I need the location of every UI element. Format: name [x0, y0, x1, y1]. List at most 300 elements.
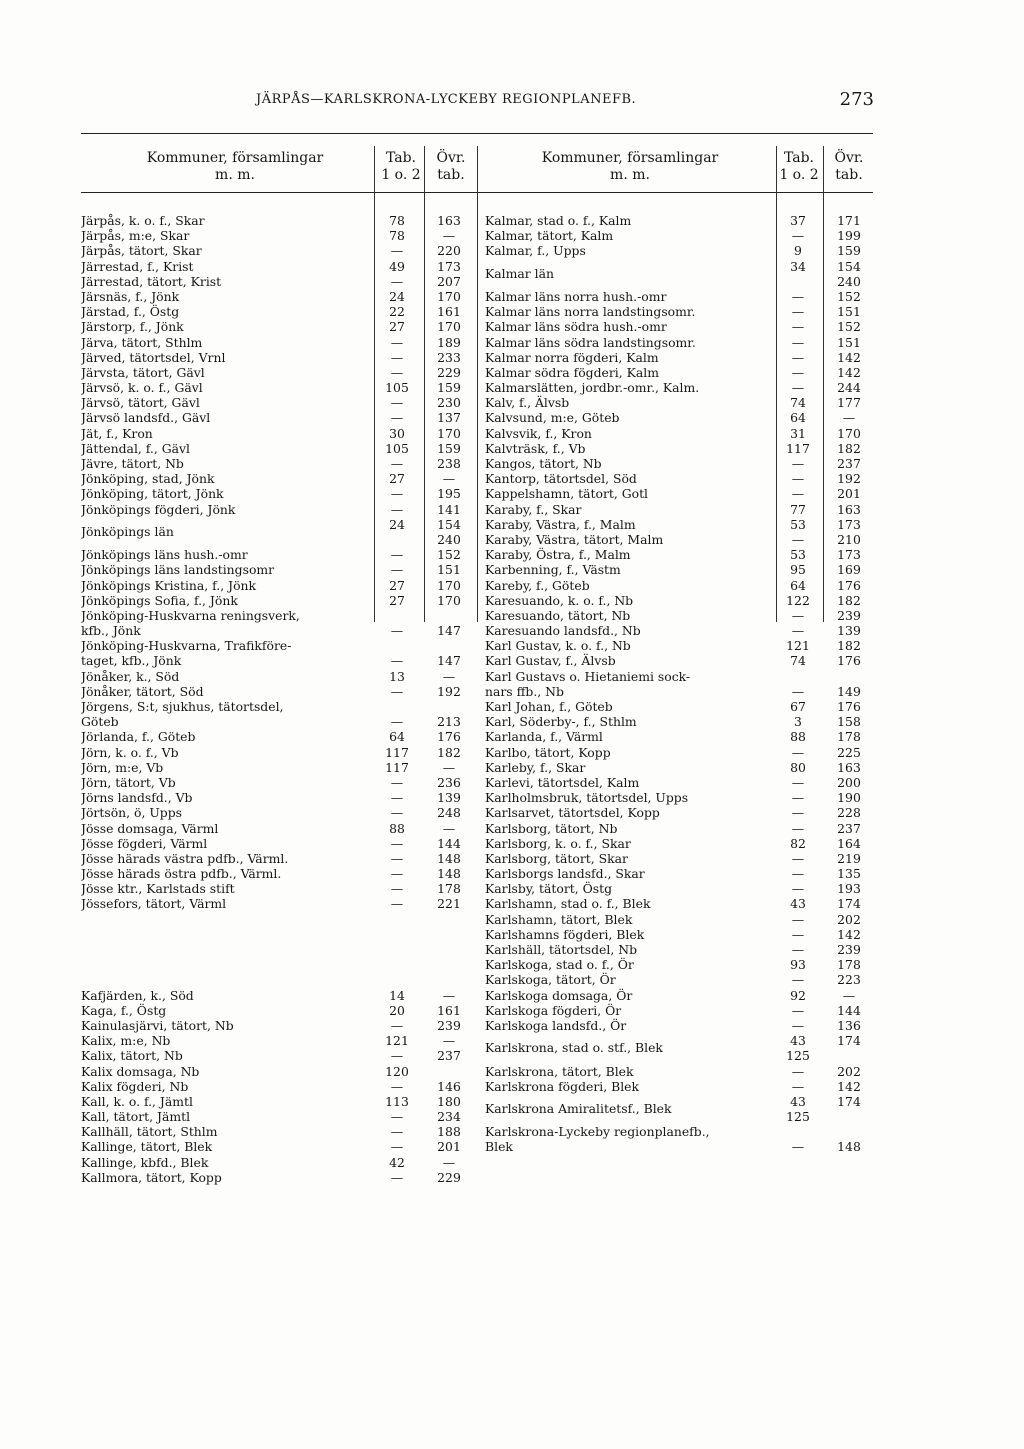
entry-name: Blek: [485, 1139, 513, 1155]
ovr-value: 152: [437, 547, 461, 563]
entry-name: Karbenning, f., Västm: [485, 562, 621, 578]
entry-name: Karlevi, tätortsdel, Kalm: [485, 774, 640, 790]
table-row: [81, 1170, 481, 1185]
entry-name: Karaby, Västra, f., Malm: [485, 516, 636, 532]
entry-name: Karlskoga fögderi, Ör: [485, 1002, 622, 1018]
entry-name: Järsnäs, f., Jönk: [81, 288, 180, 304]
table-row: [81, 395, 481, 410]
table-row: [81, 1003, 481, 1018]
table-row: [81, 319, 481, 334]
tab-value: —: [791, 683, 805, 699]
entry-name: kfb., Jönk: [81, 623, 141, 639]
ovr-value: 159: [437, 380, 461, 396]
tab-value: 22: [389, 304, 405, 320]
tab-value: —: [791, 364, 805, 380]
table-row: [81, 1155, 481, 1170]
table-row: [485, 957, 885, 972]
entry-name: Järpås, k. o. f., Skar: [81, 213, 205, 228]
entry-name: Järrestad, tätort, Krist: [81, 273, 222, 289]
entry-name: Karlskoga landsfd., Ör: [485, 1017, 627, 1033]
tab-value: 74: [790, 395, 806, 411]
ovr-value: 137: [437, 410, 461, 426]
entry-name: Kalmar södra fögderi, Kalm: [485, 364, 659, 380]
table-row: [485, 866, 885, 881]
tab-value: —: [791, 790, 805, 806]
ovr-value: 174: [837, 896, 861, 912]
entry-name: Jösse ktr., Karlstads stift: [81, 881, 235, 897]
tab-value: 78: [389, 213, 405, 228]
entry-name: Karlshamns fögderi, Blek: [485, 926, 645, 942]
table-row: [485, 760, 885, 775]
tab-value: 117: [786, 440, 810, 456]
entry-name: Jönköping, stad, Jönk: [81, 471, 215, 487]
table-row: [81, 471, 481, 486]
entry-name: Kalmar, tätort, Kalm: [485, 228, 614, 244]
ovr-value: 239: [437, 1017, 461, 1033]
entry-name: Järrestad, f., Krist: [81, 258, 194, 274]
table-row: [485, 456, 885, 471]
entry-name: Jösse domsaga, Värml: [81, 820, 219, 836]
entry-name: Karlskrona Amiralitetsf., Blek: [485, 1100, 672, 1116]
entry-name: Jösse härads västra pdfb., Värml.: [81, 850, 289, 866]
table-row: [81, 775, 481, 790]
entry-name: Järvsta, tätort, Gävl: [81, 364, 205, 380]
table-row: [81, 304, 481, 319]
ovr-value: 182: [837, 440, 861, 456]
entry-name: Karlskoga, stad o. f., Ör: [485, 957, 634, 973]
table-row: [81, 745, 481, 760]
ovr-value: 248: [437, 805, 461, 821]
entry-name: Jönåker, k., Söd: [81, 668, 180, 684]
tab-value: —: [791, 471, 805, 487]
tab-value: —: [791, 531, 805, 547]
ovr-value: 229: [437, 364, 461, 380]
ovr-value: 158: [837, 714, 861, 730]
table-row: [485, 593, 885, 608]
tab-value: —: [390, 334, 404, 350]
table-row: [81, 380, 481, 395]
entry-name: Karlshamn, tätort, Blek: [485, 911, 633, 927]
entry-name: Kallinge, tätort, Blek: [81, 1139, 213, 1155]
tab-value: —: [390, 1109, 404, 1125]
left-column: [81, 213, 481, 1185]
entry-name: Karaby, f., Skar: [485, 501, 582, 517]
table-row: [485, 259, 885, 289]
ovr-value: 174: [837, 1093, 861, 1109]
tab-value: 53: [790, 547, 806, 563]
entry-name: Karesuando, tätort, Nb: [485, 607, 631, 623]
entry-name: Karlanda, f., Värml: [485, 729, 603, 745]
ovr-value: 178: [837, 729, 861, 745]
table-row: [485, 562, 885, 577]
tab-value: 88: [389, 820, 405, 836]
entry-name: Karlsborg, tätort, Skar: [485, 850, 628, 866]
entry-name: Jättendal, f., Gävl: [81, 440, 190, 456]
ovr-value: —: [442, 1033, 456, 1049]
ovr-value: 173: [837, 547, 861, 563]
ovr-value: 200: [837, 774, 861, 790]
table-row: [81, 699, 481, 714]
ovr-value: 151: [437, 562, 461, 578]
ovr-value: 237: [837, 820, 861, 836]
ovr-value: 170: [437, 592, 461, 608]
entry-name: Järvsö landsfd., Gävl: [81, 410, 211, 426]
table-row: [485, 1079, 885, 1094]
tab-value: 13: [389, 668, 405, 684]
table-row: [485, 821, 885, 836]
table-row: [81, 896, 481, 911]
ovr-value: 173: [437, 258, 461, 274]
entry-name: Jönköpings läns hush.-omr: [81, 547, 248, 563]
table-row: [81, 881, 481, 896]
tab-value: 49: [389, 258, 405, 274]
table-row: [485, 775, 885, 790]
ovr-value: 151: [837, 304, 861, 320]
table-row: [485, 532, 885, 547]
table-row: [485, 547, 885, 562]
table-row: [81, 1109, 481, 1124]
tab-value: —: [390, 410, 404, 426]
table-row: [81, 836, 481, 851]
table-row: [485, 608, 885, 623]
tab-value: —: [791, 972, 805, 988]
tab-value: —: [791, 866, 805, 882]
table-row: [485, 988, 885, 1003]
tab-value: 121: [786, 638, 810, 654]
table-row: [485, 243, 885, 258]
ovr-value: 220: [437, 243, 461, 259]
table-row: [485, 335, 885, 350]
ovr-value: 239: [837, 607, 861, 623]
ovr-value: 210: [837, 531, 861, 547]
table-row: [485, 927, 885, 942]
table-row: [81, 289, 481, 304]
table-row: [81, 608, 481, 623]
entry-name: Karl Johan, f., Göteb: [485, 699, 613, 715]
ovr-value: 147: [437, 623, 461, 639]
entry-name: Järvsö, tätort, Gävl: [81, 395, 200, 411]
table-row: [485, 745, 885, 760]
tab-value: —: [791, 911, 805, 927]
tab-value: 43 125: [786, 1033, 810, 1064]
table-row: [81, 866, 481, 881]
ovr-value: 180: [437, 1093, 461, 1109]
ovr-value: —: [442, 471, 456, 487]
tab-value: 27: [389, 471, 405, 487]
ovr-value: 178: [837, 957, 861, 973]
ovr-value: 192: [437, 683, 461, 699]
ovr-value: 152: [837, 288, 861, 304]
ovr-value: 170: [837, 425, 861, 441]
ovr-value: 238: [437, 456, 461, 471]
tab-value: —: [390, 866, 404, 882]
ovr-value: —: [442, 228, 456, 244]
table-row: [485, 790, 885, 805]
table-row: [81, 638, 481, 653]
entry-name: Karl, Söderby-, f., Sthlm: [485, 714, 637, 730]
tab-value: 30: [389, 425, 405, 441]
ovr-value: 176: [837, 653, 861, 669]
tab-value: 77: [790, 501, 806, 517]
entry-name: Jörn, tätort, Vb: [81, 774, 176, 790]
entry-name: Kalmar norra fögderi, Kalm: [485, 349, 659, 365]
entry-name: Karl Gustav, k. o. f., Nb: [485, 638, 631, 654]
entry-name: Järva, tätort, Sthlm: [81, 334, 203, 350]
ovr-value: 237: [837, 456, 861, 472]
table-row: [485, 502, 885, 517]
ovr-value: 148: [437, 866, 461, 882]
tab-value: 113: [385, 1093, 409, 1109]
ovr-value: 144: [437, 835, 461, 851]
tab-value: —: [390, 1078, 404, 1094]
entry-name: Kall, k. o. f., Jämtl: [81, 1093, 193, 1109]
tab-value: 117: [385, 759, 409, 775]
table-row: [81, 1018, 481, 1033]
table-row: [485, 714, 885, 729]
right-ovr-header: Övr. tab.: [834, 150, 864, 183]
entry-name: Järstorp, f., Jönk: [81, 319, 184, 335]
ovr-value: 202: [837, 911, 861, 927]
ovr-value: 223: [837, 972, 861, 988]
entry-name: Kalv, f., Älvsb: [485, 395, 570, 411]
tab-value: —: [791, 319, 805, 335]
ovr-value: 193: [837, 881, 861, 897]
entry-name: Jörn, k. o. f., Vb: [81, 744, 179, 760]
entry-name: Kalix domsaga, Nb: [81, 1063, 200, 1079]
entry-name: Kalmar läns norra hush.-omr: [485, 288, 667, 304]
ovr-value: 142: [837, 1078, 861, 1094]
tab-value: —: [390, 395, 404, 411]
ovr-value: 159: [837, 243, 861, 259]
ovr-value: 163: [837, 501, 861, 517]
entry-name: taget, kfb., Jönk: [81, 653, 182, 669]
entry-name: Karlshäll, tätortsdel, Nb: [485, 942, 638, 958]
tab-value: 80: [790, 759, 806, 775]
table-row: [485, 304, 885, 319]
table-row: [81, 942, 481, 957]
entry-name: Jörns landsfd., Vb: [81, 790, 193, 806]
tab-value: 43: [790, 896, 806, 912]
entry-name: Jävre, tätort, Nb: [81, 456, 184, 471]
page-number: 273: [839, 89, 874, 110]
entry-name: Kalmar läns norra landstingsomr.: [485, 304, 696, 320]
tab-value: —: [390, 790, 404, 806]
tab-value: 64: [790, 577, 806, 593]
table-row: [485, 699, 885, 714]
entry-name: Karlskrona, stad o. stf., Blek: [485, 1040, 663, 1056]
ovr-value: 161: [437, 1002, 461, 1018]
tab-value: —: [791, 1139, 805, 1155]
tab-value: —: [390, 683, 404, 699]
table-row: [485, 1094, 885, 1124]
table-row: [81, 760, 481, 775]
entry-name: Järstad, f., Östg: [81, 304, 180, 320]
ovr-value: 170: [437, 319, 461, 335]
ovr-value: 161: [437, 304, 461, 320]
entry-name: Kareby, f., Göteb: [485, 577, 590, 593]
entry-name: Karlskoga, tätort, Ör: [485, 972, 616, 988]
entry-name: Karaby, Västra, tätort, Malm: [485, 531, 664, 547]
tab-value: —: [791, 1063, 805, 1079]
tab-value: 24: [389, 288, 405, 304]
entry-name: Jät, f., Kron: [81, 425, 153, 441]
tab-value: —: [791, 942, 805, 958]
entry-name: Kalmar län: [485, 265, 554, 281]
ovr-value: 225: [837, 744, 861, 760]
ovr-value: —: [842, 410, 856, 426]
tab-value: 14: [389, 987, 405, 1003]
tab-value: —: [390, 456, 404, 471]
table-row: [485, 729, 885, 744]
ovr-value: 142: [837, 349, 861, 365]
ovr-value: 199: [837, 228, 861, 244]
tab-value: —: [390, 850, 404, 866]
ovr-value: 174: [837, 1033, 861, 1049]
table-row: [485, 896, 885, 911]
tab-value: —: [791, 380, 805, 396]
tab-value: —: [791, 228, 805, 244]
tab-value: 37: [790, 213, 806, 228]
entry-name: Karlshamn, stad o. f., Blek: [485, 896, 651, 912]
entry-name: Kalmar, stad o. f., Kalm: [485, 213, 632, 228]
entry-name: Karlbo, tätort, Kopp: [485, 744, 611, 760]
tab-value: 120: [385, 1063, 409, 1079]
entry-name: Kalmar läns södra landstingsomr.: [485, 334, 696, 350]
table-row: [81, 851, 481, 866]
right-tab-header: Tab. 1 o. 2: [779, 150, 819, 183]
table-row: [485, 517, 885, 532]
tab-value: 117: [385, 744, 409, 760]
entry-name: Karesuando landsfd., Nb: [485, 623, 641, 639]
entry-name: Kafjärden, k., Söd: [81, 987, 194, 1003]
tab-value: 67: [790, 699, 806, 715]
tab-value: —: [791, 334, 805, 350]
tab-value: —: [791, 926, 805, 942]
entry-name: Jösse härads östra pdfb., Värml.: [81, 866, 282, 882]
ovr-value: 176: [437, 729, 461, 745]
ovr-value: 182: [837, 592, 861, 608]
tab-value: 122: [786, 592, 810, 608]
tab-value: 9: [794, 243, 802, 259]
tab-value: —: [390, 1124, 404, 1140]
table-row: [81, 1094, 481, 1109]
table-row: [81, 365, 481, 380]
table-row: [485, 1124, 885, 1139]
ovr-value: 176: [837, 577, 861, 593]
table-row: [485, 289, 885, 304]
tab-value: 43 125: [786, 1093, 810, 1125]
tab-value: —: [390, 243, 404, 259]
tab-value: 42: [389, 1154, 405, 1170]
table-row: [81, 274, 481, 289]
tab-value: —: [791, 805, 805, 821]
tab-value: 53: [790, 516, 806, 532]
ovr-value: 170: [437, 288, 461, 304]
table-row: [81, 1124, 481, 1139]
entry-name: nars ffb., Nb: [485, 683, 564, 699]
tab-value: 27: [389, 319, 405, 335]
ovr-value: 228: [837, 805, 861, 821]
tab-value: 31: [790, 425, 806, 441]
entry-name: Jönköping-Huskvarna, Trafikföre-: [81, 638, 292, 654]
entry-name: Karlsborg, k. o. f., Skar: [485, 835, 631, 851]
ovr-value: 135: [837, 866, 861, 882]
entry-name: Jönköpings län: [81, 523, 174, 539]
tab-value: —: [791, 744, 805, 760]
ovr-value: 177: [837, 395, 861, 411]
table-row: [485, 1064, 885, 1079]
tab-value: —: [390, 774, 404, 790]
entry-name: Kalvträsk, f., Vb: [485, 440, 586, 456]
ovr-value: 221: [437, 896, 461, 912]
tab-value: —: [390, 349, 404, 365]
entry-name: Karlskrona fögderi, Blek: [485, 1078, 639, 1094]
tab-value: —: [390, 623, 404, 639]
entry-name: Jönköpings Kristina, f., Jönk: [81, 577, 257, 593]
tab-value: —: [390, 364, 404, 380]
table-row: [81, 927, 481, 942]
tab-value: 105: [385, 440, 409, 456]
table-row: [81, 684, 481, 699]
table-row: [81, 335, 481, 350]
left-ovr-header: Övr. tab.: [436, 150, 466, 183]
ovr-value: 176: [837, 699, 861, 715]
entry-name: Göteb: [81, 714, 119, 730]
entry-name: Karaby, Östra, f., Malm: [485, 547, 631, 563]
tab-value: 3: [794, 714, 802, 730]
tab-value: 92: [790, 987, 806, 1003]
tab-value: —: [390, 881, 404, 897]
entry-name: Kallmora, tätort, Kopp: [81, 1169, 222, 1185]
ovr-value: 148: [837, 1139, 861, 1155]
table-row: [485, 805, 885, 820]
ovr-value: 230: [437, 395, 461, 411]
ovr-value: —: [842, 987, 856, 1003]
entry-name: Karl Gustavs o. Hietaniemi sock-: [485, 668, 691, 684]
entry-name: Karlskrona, tätort, Blek: [485, 1063, 634, 1079]
entry-name: Karlsborgs landsfd., Skar: [485, 866, 645, 882]
ovr-value: 164: [837, 835, 861, 851]
ovr-value: 170: [437, 577, 461, 593]
entry-name: Jönköpings Sofia, f., Jönk: [81, 592, 238, 608]
entry-name: Jössefors, tätort, Värml: [81, 896, 227, 912]
table-row: [485, 972, 885, 987]
ovr-value: 201: [437, 1139, 461, 1155]
ovr-value: —: [442, 1154, 456, 1170]
entry-name: Kallhäll, tätort, Sthlm: [81, 1124, 218, 1140]
table-row: [81, 653, 481, 668]
ovr-value: 136: [837, 1017, 861, 1033]
entry-name: Järved, tätortsdel, Vrnl: [81, 349, 226, 365]
table-row: [81, 441, 481, 456]
tab-value: —: [791, 456, 805, 472]
table-row: [81, 213, 481, 228]
ovr-value: 188: [437, 1124, 461, 1140]
ovr-value: 201: [837, 486, 861, 502]
ovr-value: 244: [837, 380, 861, 396]
tab-value: —: [791, 1017, 805, 1033]
tab-value: 74: [790, 653, 806, 669]
tab-value: —: [390, 896, 404, 912]
table-row: [81, 517, 481, 547]
ovr-value: 139: [837, 623, 861, 639]
table-row: [485, 213, 885, 228]
table-row: [81, 578, 481, 593]
entry-name: Jönköpings fögderi, Jönk: [81, 501, 236, 517]
table-row: [81, 790, 481, 805]
tab-value: —: [390, 486, 404, 502]
ovr-value: 237: [437, 1048, 461, 1064]
